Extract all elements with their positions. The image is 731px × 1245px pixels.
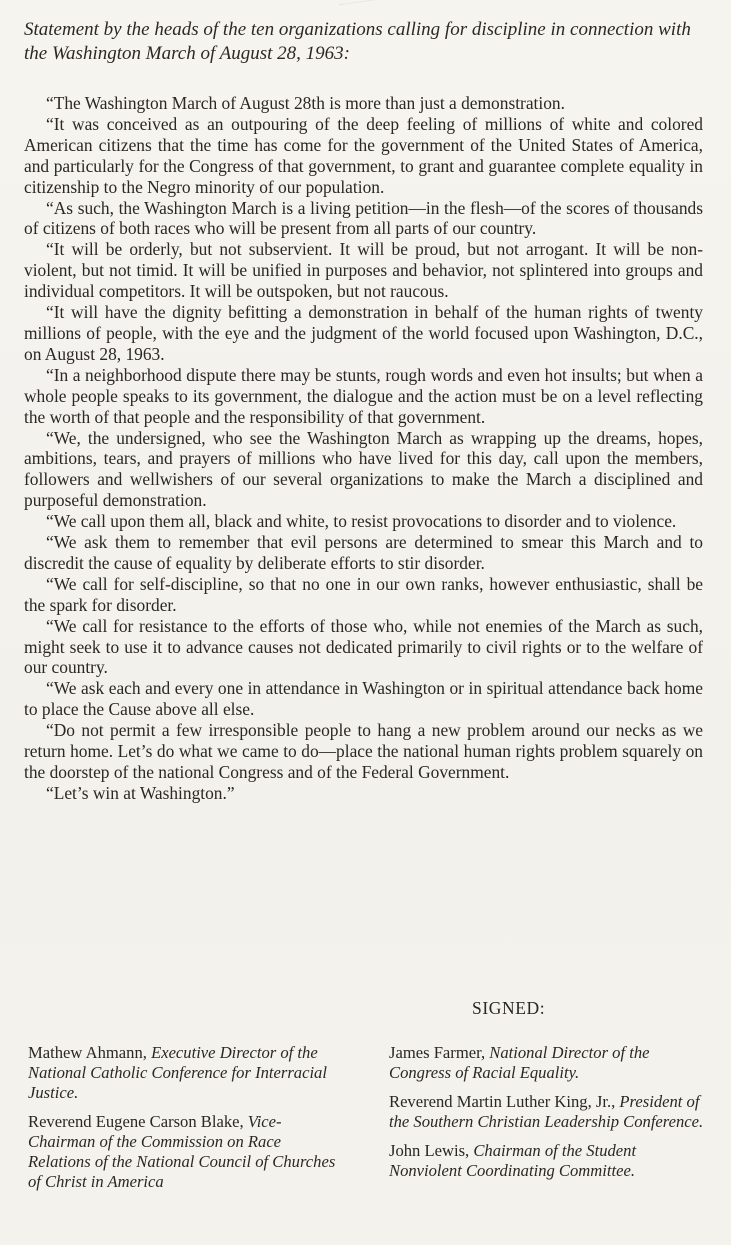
signer-name: Mathew Ahmann, — [28, 1043, 152, 1062]
signer-role: Vice-Chairman of the Commission on Race Relations of the National Council of Churches of Christ in America — [28, 1112, 336, 1191]
signer-farmer — [389, 1043, 711, 1083]
signed-label: SIGNED: — [472, 998, 546, 1018]
paragraph: “We, the undersigned, who see the Washington March as wrapping up the dreams, hopes, ambitions, tears, and prayers of millions who have lived for this day, call upon the members, followers and wellwishers of our several organizations to make the March a disciplined and purposeful demonstration. — [24, 427, 703, 511]
paragraph: “The Washington March of August 28th is more than just a demonstration. — [46, 93, 565, 113]
signers-right-column — [389, 1043, 711, 1190]
signer-king — [389, 1092, 711, 1132]
statement-heading: Statement by the heads of the ten organizations calling for discipline in connection with the Washington March of August 28, 1963: — [24, 19, 691, 64]
signer-role: National Director of the Congress of Racial Equality. — [389, 1043, 650, 1082]
paragraph: “We call for resistance to the efforts of those who, while not enemies of the March as such, might seek to use it to advance causes not dedicated primarily to civil rights or to the welfare of our country. — [24, 615, 703, 678]
paragraph: “In a neighborhood dispute there may be stunts, rough words and even hot insults; but when a whole people speaks to its government, the dialogue and the action must be on a level reflecting the worth of that people and the responsibility of that government. — [24, 364, 703, 427]
paragraph: “Do not permit a few irresponsible people to hang a new problem around our necks as we return home. Let’s do what we came to do—place the national human rights problem squarely on the doorstep of the national Congress and of the Federal Government. — [24, 720, 703, 782]
paragraph: “Let’s win at Washington.” — [46, 782, 235, 803]
signer-blake — [28, 1112, 346, 1192]
bleed-through-mark — [340, 0, 401, 13]
signer-name: John Lewis, — [389, 1141, 474, 1160]
signer-name: James Farmer, — [389, 1043, 490, 1062]
signer-ahmann — [28, 1043, 346, 1103]
signers-left-column — [28, 1043, 346, 1201]
signer-role: Chairman of the Student Nonviolent Coordinating Committee. — [389, 1141, 637, 1180]
statement-body — [24, 93, 703, 804]
paragraph: “We call upon them all, black and white, to resist provocations to disorder and to violence. — [46, 511, 677, 532]
paragraph: “It was conceived as an outpouring of the deep feeling of millions of white and colored American citizens that the time has come for the government of the United States of America, and particularly for the Congress of that government, to grant and guarantee complete equality in citizenship to the Negro minority of our population. — [24, 113, 703, 197]
signer-role: Executive Director of the National Catholic Conference for Interracial Justice. — [28, 1043, 327, 1102]
paragraph: “As such, the Washington March is a living petition—in the flesh—of the scores of thousands of citizens of both races who will be present from all parts of our country. — [24, 197, 703, 239]
paragraph: “We ask each and every one in attendance in Washington or in spiritual attendance back home to place the Cause above all else. — [24, 678, 703, 720]
paragraph: “We call for self-discipline, so that no one in our own ranks, however enthusiastic, shall be the spark for disorder. — [24, 573, 703, 615]
signer-name: Reverend Eugene Carson Blake, — [28, 1112, 248, 1131]
signer-name: Reverend Martin Luther King, Jr., — [389, 1092, 620, 1111]
signer-lewis — [389, 1141, 711, 1181]
paragraph: “It will have the dignity befitting a demonstration in behalf of the human rights of twenty millions of people, with the eye and the judgment of the world focused upon Washington, D.C., on August 28, 1963. — [24, 302, 703, 364]
paragraph: “We ask them to remember that evil persons are determined to smear this March and to discredit the cause of equality by deliberate efforts to stir disorder. — [24, 532, 703, 573]
paragraph: “It will be orderly, but not subservient. It will be proud, but not arrogant. It will be non-violent, but not timid. It will be unified in purposes and behavior, not splintered into groups and individual competitors. It will be outspoken, but not raucous. — [24, 239, 703, 302]
signer-role: President of the Southern Christian Leadership Conference. — [389, 1092, 704, 1131]
